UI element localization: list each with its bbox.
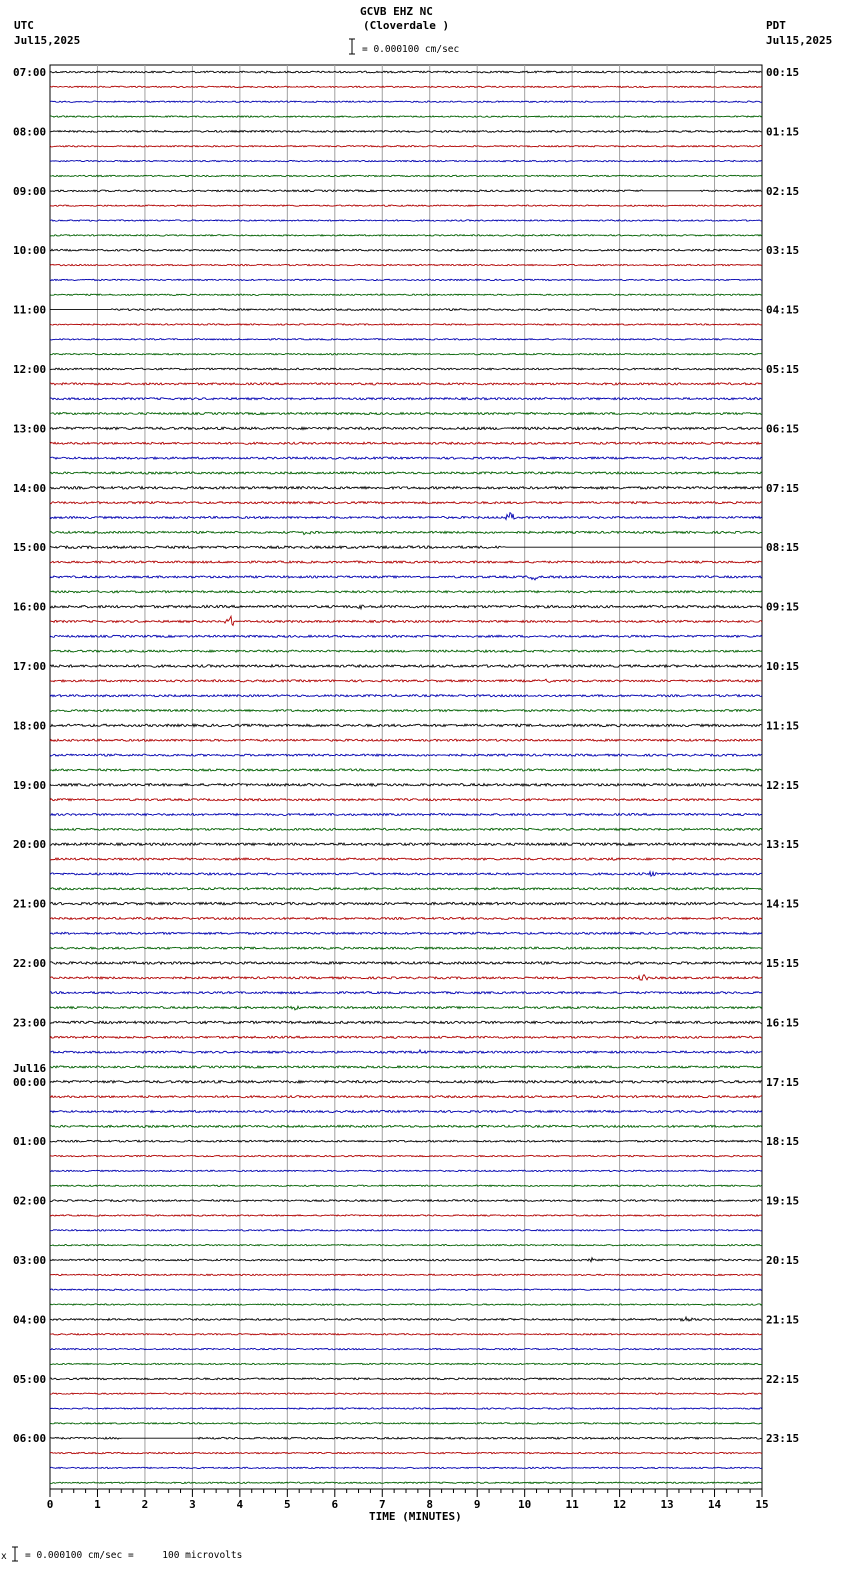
x-tick-label: 15 <box>755 1498 769 1511</box>
utc-hour-label: 01:00 <box>13 1135 47 1149</box>
trace-40 <box>50 665 762 668</box>
trace-20 <box>50 368 762 370</box>
pdt-hour-label: 11:15 <box>766 719 800 733</box>
trace-14 <box>50 279 762 280</box>
x-tick-label: 12 <box>612 1498 627 1511</box>
trace-27 <box>50 472 762 474</box>
utc-hour-label: 03:00 <box>13 1254 47 1267</box>
trace-55 <box>50 888 762 890</box>
trace-57 <box>50 917 762 919</box>
seismic-traces <box>50 71 762 1483</box>
x-tick-label: 9 <box>473 1498 481 1511</box>
utc-hour-label: 21:00 <box>13 897 47 911</box>
trace-12 <box>50 249 762 251</box>
pdt-hour-label: 18:15 <box>766 1135 800 1149</box>
utc-hour-label: 17:00 <box>13 660 47 673</box>
x-tick-label: 8 <box>426 1498 434 1511</box>
pdt-hour-label: 00:15 <box>766 66 800 79</box>
trace-42 <box>50 695 762 697</box>
footer-corner-mark: x <box>1 1551 7 1562</box>
trace-93 <box>50 1452 762 1453</box>
trace-7 <box>50 175 762 176</box>
pdt-hour-label: 16:15 <box>766 1016 800 1030</box>
trace-58 <box>50 932 762 934</box>
x-tick-label: 2 <box>141 1498 149 1511</box>
utc-hour-label: 04:00 <box>13 1313 47 1327</box>
utc-hour-label: 11:00 <box>13 303 47 317</box>
trace-50 <box>50 813 762 815</box>
utc-hour-label: 10:00 <box>13 244 47 258</box>
trace-11 <box>50 235 762 236</box>
trace-30 <box>50 513 762 520</box>
x-axis <box>47 1489 769 1511</box>
trace-18 <box>50 339 762 340</box>
right-date: Jul15,2025 <box>766 34 833 47</box>
utc-hour-label: 18:00 <box>13 719 47 733</box>
trace-68 <box>50 1081 762 1083</box>
trace-2 <box>50 101 762 102</box>
utc-hour-label: 08:00 <box>13 125 47 139</box>
trace-19 <box>50 353 762 354</box>
pdt-hour-label: 20:15 <box>766 1254 800 1267</box>
trace-1 <box>50 86 762 87</box>
x-tick-label: 4 <box>236 1498 244 1511</box>
footer-scale-note: = 0.000100 cm/sec = 100 microvolts <box>25 1550 243 1561</box>
trace-85 <box>50 1334 762 1335</box>
left-date: Jul15,2025 <box>14 34 81 47</box>
trace-91 <box>50 1423 762 1424</box>
utc-hour-label: 16:00 <box>13 600 47 614</box>
scale-label: = 0.000100 cm/sec <box>362 44 460 55</box>
x-axis-label: TIME (MINUTES) <box>369 1510 462 1523</box>
x-tick-label: 3 <box>189 1498 196 1511</box>
trace-52 <box>50 843 762 846</box>
pdt-hour-label: 15:15 <box>766 957 800 970</box>
trace-72 <box>50 1140 762 1142</box>
trace-43 <box>50 710 762 712</box>
trace-46 <box>50 754 762 756</box>
trace-37 <box>50 616 762 625</box>
trace-54 <box>50 872 762 877</box>
trace-15 <box>50 294 762 295</box>
trace-81 <box>50 1274 762 1275</box>
utc-hour-label: 23:00 <box>13 1016 47 1030</box>
trace-90 <box>50 1408 762 1409</box>
trace-66 <box>50 1050 762 1053</box>
utc-hour-label: 15:00 <box>13 541 47 555</box>
pdt-hour-labels <box>766 66 799 1445</box>
trace-63 <box>50 1006 762 1010</box>
trace-61 <box>50 975 762 981</box>
station-title: GCVB EHZ NC <box>360 5 433 18</box>
trace-83 <box>50 1304 762 1305</box>
x-tick-label: 6 <box>331 1498 339 1511</box>
trace-29 <box>50 502 762 504</box>
x-tick-label: 5 <box>284 1498 291 1511</box>
trace-0 <box>50 71 762 73</box>
pdt-hour-label: 01:15 <box>766 125 800 139</box>
pdt-hour-label: 04:15 <box>766 303 800 317</box>
trace-3 <box>50 116 762 117</box>
trace-87 <box>50 1363 762 1364</box>
trace-94 <box>50 1467 762 1468</box>
trace-44 <box>50 724 762 727</box>
footer-scale-bar-icon <box>12 1547 18 1561</box>
x-tick-label: 13 <box>660 1498 674 1511</box>
x-tick-label: 11 <box>565 1498 579 1511</box>
trace-89 <box>50 1393 762 1394</box>
utc-hour-label: 09:00 <box>13 184 47 198</box>
trace-35 <box>50 591 762 593</box>
trace-45 <box>50 739 762 741</box>
pdt-hour-label: 13:15 <box>766 838 800 852</box>
left-timezone: UTC <box>14 19 34 32</box>
utc-hour-label: 07:00 <box>13 66 47 79</box>
trace-95 <box>50 1482 762 1483</box>
pdt-hour-label: 19:15 <box>766 1194 800 1208</box>
trace-60 <box>50 962 762 965</box>
pdt-hour-label: 05:15 <box>766 363 800 376</box>
trace-82 <box>50 1289 762 1290</box>
trace-70 <box>50 1110 762 1112</box>
trace-22 <box>50 398 762 400</box>
trace-38 <box>50 635 762 637</box>
utc-hour-label: 06:00 <box>13 1432 47 1446</box>
trace-31 <box>50 531 762 534</box>
trace-64 <box>50 1021 762 1023</box>
trace-13 <box>50 264 762 265</box>
trace-21 <box>50 383 762 385</box>
trace-26 <box>50 457 762 459</box>
trace-56 <box>50 902 762 905</box>
pdt-hour-label: 10:15 <box>766 660 800 673</box>
trace-59 <box>50 947 762 949</box>
trace-33 <box>50 561 762 563</box>
trace-25 <box>50 442 762 444</box>
right-timezone: PDT <box>766 19 786 32</box>
trace-79 <box>50 1244 762 1245</box>
utc-hour-label: 05:00 <box>13 1372 47 1386</box>
pdt-hour-label: 09:15 <box>766 600 800 614</box>
utc-hour-label: 14:00 <box>13 481 47 495</box>
trace-39 <box>50 650 762 652</box>
trace-71 <box>50 1125 762 1127</box>
x-tick-label: 14 <box>707 1498 722 1511</box>
trace-88 <box>50 1378 762 1380</box>
trace-48 <box>50 784 762 787</box>
utc-hour-label: 22:00 <box>13 957 47 970</box>
x-tick-label: 7 <box>378 1498 386 1511</box>
trace-86 <box>50 1348 762 1349</box>
trace-73 <box>50 1155 762 1156</box>
utc-date-change-label: Jul16 <box>13 1061 47 1075</box>
trace-17 <box>50 324 762 325</box>
pdt-hour-label: 14:15 <box>766 897 800 911</box>
pdt-hour-label: 03:15 <box>766 244 800 258</box>
trace-78 <box>50 1230 762 1231</box>
pdt-hour-label: 12:15 <box>766 778 800 792</box>
trace-28 <box>50 487 762 490</box>
trace-8 <box>50 190 762 192</box>
utc-hour-label: 02:00 <box>13 1194 47 1208</box>
utc-hour-label: 13:00 <box>13 422 47 436</box>
trace-84 <box>50 1317 762 1321</box>
trace-67 <box>50 1066 762 1068</box>
utc-hour-label: 19:00 <box>13 778 47 792</box>
pdt-hour-label: 22:15 <box>766 1372 800 1386</box>
trace-80 <box>50 1258 762 1262</box>
trace-49 <box>50 799 762 801</box>
trace-41 <box>50 679 762 682</box>
trace-75 <box>50 1185 762 1186</box>
trace-92 <box>50 1437 762 1439</box>
trace-34 <box>50 576 762 580</box>
trace-74 <box>50 1170 762 1171</box>
x-tick-label: 1 <box>94 1498 101 1511</box>
scale-bar-icon <box>349 39 355 54</box>
x-tick-label: 0 <box>46 1498 54 1511</box>
trace-47 <box>50 769 762 771</box>
pdt-hour-label: 02:15 <box>766 184 800 198</box>
trace-24 <box>50 427 762 429</box>
pdt-hour-label: 06:15 <box>766 422 800 436</box>
pdt-hour-label: 17:15 <box>766 1075 800 1089</box>
utc-hour-label: 00:00 <box>13 1075 47 1089</box>
trace-69 <box>50 1096 762 1098</box>
trace-53 <box>50 858 762 861</box>
pdt-hour-label: 08:15 <box>766 541 800 555</box>
trace-23 <box>50 413 762 415</box>
trace-77 <box>50 1215 762 1216</box>
trace-9 <box>50 205 762 206</box>
trace-6 <box>50 160 762 161</box>
trace-16 <box>50 309 762 311</box>
trace-62 <box>50 992 762 994</box>
trace-4 <box>50 131 762 133</box>
trace-32 <box>50 546 762 548</box>
pdt-hour-label: 07:15 <box>766 481 800 495</box>
trace-10 <box>50 220 762 221</box>
trace-5 <box>50 146 762 147</box>
utc-hour-labels <box>13 66 46 1445</box>
trace-65 <box>50 1036 762 1038</box>
pdt-hour-label: 21:15 <box>766 1313 800 1327</box>
trace-51 <box>50 828 762 830</box>
utc-hour-label: 12:00 <box>13 363 47 376</box>
pdt-hour-label: 23:15 <box>766 1432 800 1446</box>
utc-hour-label: 20:00 <box>13 838 47 852</box>
trace-36 <box>50 605 762 609</box>
station-location: (Cloverdale ) <box>363 19 450 32</box>
x-tick-label: 10 <box>518 1498 532 1511</box>
trace-76 <box>50 1200 762 1202</box>
